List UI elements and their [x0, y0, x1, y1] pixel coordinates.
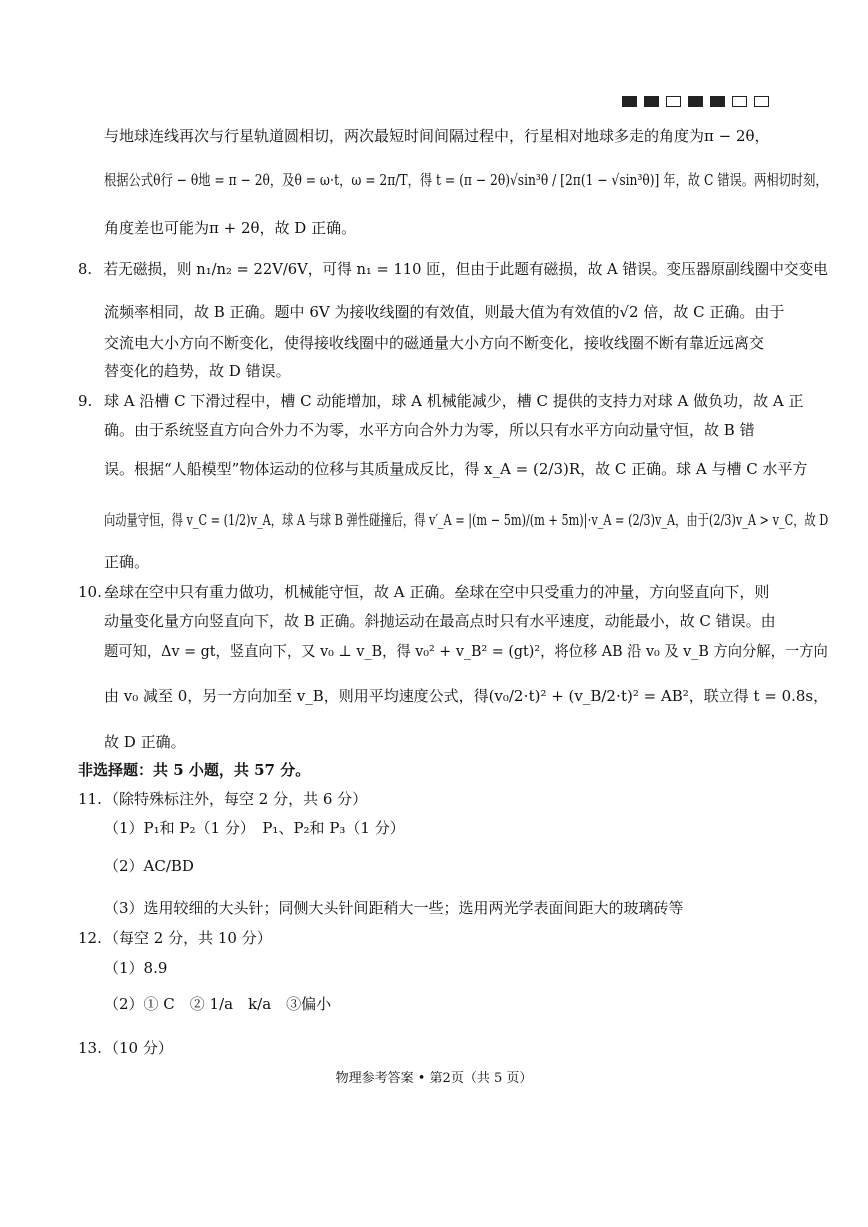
marker-square — [732, 96, 747, 107]
text-line — [104, 856, 194, 876]
line-text: （1）8.9 — [104, 959, 168, 977]
line-text: 流频率相同，故 B 正确。题中 6V 为接收线圈的有效值，则最大值为有效值的√2 倍，故 C 正确。由于 — [104, 303, 785, 321]
text-line — [78, 582, 769, 602]
line-text: 正确。 — [104, 553, 150, 571]
text-line — [104, 361, 291, 381]
line-text: 垒球在空中只有重力做功，机械能守恒，故 A 正确。垒球在空中只受重力的冲量，方向竖直向下，则 — [104, 583, 770, 601]
question-number: 8. — [78, 260, 93, 278]
line-text: （2）AC/BD — [104, 857, 194, 875]
text-line — [104, 641, 828, 661]
text-line — [104, 732, 186, 752]
line-text: （10 分） — [104, 1039, 173, 1057]
text-line — [78, 391, 804, 411]
text-line — [104, 333, 764, 353]
question-number: 9. — [78, 392, 93, 410]
text-line — [78, 928, 272, 948]
question-number: 13. — [78, 1039, 102, 1057]
marker-square — [644, 96, 659, 107]
marker-square — [622, 96, 637, 107]
line-text: 故 D 正确。 — [104, 733, 186, 751]
line-text: （3）选用较细的大头针；同侧大头针间距稍大一些；选用两光学表面间距大的玻璃砖等 — [104, 899, 684, 917]
line-text: 球 A 沿槽 C 下滑过程中，槽 C 动能增加，球 A 机械能减少，槽 C 提供的支持力对球 A 做负功，故 A 正 — [104, 392, 804, 410]
page-marker-squares — [622, 96, 769, 107]
line-text: 根据公式θ行 − θ地 = π − 2θ，及θ = ω⋅t，ω = 2π/T，得 t = (π − 2θ)√sin³θ / [2π(1 − √sin³θ)] 年，故 C 错误。两相切时刻， — [104, 171, 828, 189]
text-line — [104, 611, 776, 631]
marker-square — [666, 96, 681, 107]
line-text: 与地球连线再次与行星轨道圆相切，两次最短时间间隔过程中，行星相对地球多走的角度为π − 2θ， — [104, 127, 770, 145]
text-line — [78, 259, 828, 279]
question-number: 11. — [78, 790, 102, 808]
marker-square — [710, 96, 725, 107]
text-line — [78, 789, 367, 809]
text-line — [78, 760, 310, 780]
line-text: 角度差也可能为π + 2θ，故 D 正确。 — [104, 219, 357, 237]
line-text: （每空 2 分，共 10 分） — [104, 929, 272, 947]
text-line — [104, 302, 784, 322]
text-line — [104, 459, 808, 479]
text-line — [104, 898, 684, 918]
page-footer: 物理参考答案 • 第2页（共 5 页） — [335, 1071, 533, 1086]
line-text: 误。根据“人船模型”物体运动的位移与其质量成反比，得 x_A = (2/3)R，故 C 正确。球 A 与槽 C 水平方 — [104, 460, 808, 478]
text-line — [104, 958, 167, 978]
question-number: 12. — [78, 929, 102, 947]
text-line — [104, 552, 149, 572]
text-line — [104, 510, 828, 530]
line-text: （1）P₁和 P₂（1 分） P₁、P₂和 P₃（1 分） — [104, 819, 405, 837]
line-text: 替变化的趋势，故 D 错误。 — [104, 362, 291, 380]
text-line — [78, 1038, 173, 1058]
line-text: 向动量守恒，得 v_C = (1/2)v_A，球 A 与球 B 弹性碰撞后，得 v′_A = |(m − 5m)/(m + 5m)|⋅v_A = (2/3)v_A，由于(2/3)v_A > v_C，故 D — [104, 511, 829, 529]
question-number: 10. — [78, 583, 102, 601]
line-text: 若无磁损，则 n₁/n₂ = 22V/6V，可得 n₁ = 110 匝，但由于此题有磁损，故 A 错误。变压器原副线圈中交变电 — [103, 260, 828, 278]
marker-square — [754, 96, 769, 107]
line-text: 动量变化量方向竖直向下，故 B 正确。斜抛运动在最高点时只有水平速度，动能最小，故 C 错误。由 — [104, 612, 776, 630]
text-line — [104, 818, 405, 838]
text-line — [104, 420, 755, 440]
text-line — [104, 994, 331, 1014]
line-text: （除特殊标注外，每空 2 分，共 6 分） — [104, 790, 368, 808]
line-text: 交流电大小方向不断变化，使得接收线圈中的磁通量大小方向不断变化，接收线圈不断有靠近远离交 — [104, 334, 765, 352]
line-text: 题可知，Δv = gt，竖直向下，又 v₀ ⊥ v_B，得 v₀² + v_B² = (gt)²，将位移 AB 沿 v₀ 及 v_B 方向分解，一方向 — [104, 642, 828, 660]
marker-square — [688, 96, 703, 107]
line-text: （2）① C ② 1/a k/a ③偏小 — [104, 995, 332, 1013]
line-text: 确。由于系统竖直方向合外力不为零，水平方向合外力为零，所以只有水平方向动量守恒，故 B 错 — [104, 421, 755, 439]
line-text: 非选择题：共 5 小题，共 57 分。 — [78, 761, 311, 779]
text-line — [104, 126, 770, 146]
text-line — [104, 218, 356, 238]
text-line — [104, 686, 828, 706]
line-text: 由 v₀ 减至 0，另一方向加至 v_B，则用平均速度公式，得(v₀/2⋅t)² + (v_B/2⋅t)² = AB²，联立得 t = 0.8s， — [104, 687, 829, 705]
text-line — [104, 170, 828, 190]
